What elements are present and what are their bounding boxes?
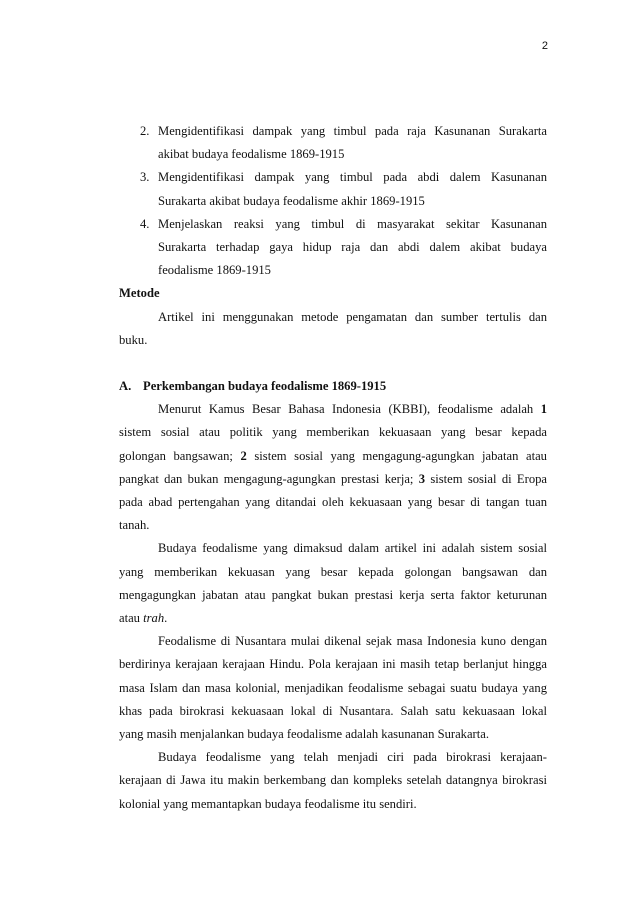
paragraph-line: mengagungkan jabatan atau pangkat bukan prestasi kerja serta faktor keturunan — [119, 587, 547, 602]
text-run: sistem sosial di Eropa — [430, 471, 548, 486]
objectives-list — [119, 120, 547, 282]
text-run: pangkat dan bukan mengagung-agungkan prestasi kerja; — [119, 471, 414, 486]
list-line: Mengidentifikasi dampak yang timbul pada raja Kasunanan Surakarta — [158, 124, 547, 138]
paragraph-line: khas pada birokrasi kekuasaan lokal di Nusantara. Salah satu kekuasaan lokal — [119, 703, 547, 718]
paragraph-line: kerajaan di Jawa itu makin berkembang dan kompleks setelah datangnya birokrasi — [119, 773, 547, 788]
paragraph-line — [119, 607, 547, 630]
list-item — [119, 166, 547, 212]
paragraph-line: Budaya feodalisme yang telah menjadi ciri pada birokrasi kerajaan- — [158, 750, 547, 765]
paragraph-line — [119, 398, 547, 421]
document-body — [119, 120, 547, 816]
list-line: Surakarta akibat budaya feodalisme akhir 1869-1915 — [158, 193, 425, 208]
italic-word: trah — [143, 611, 165, 626]
bold-number: 2 — [240, 448, 247, 463]
section-letter: A. — [119, 379, 132, 394]
paragraph-line: Budaya feodalisme yang dimaksud dalam artikel ini adalah sistem sosial — [158, 541, 547, 556]
paragraph-line: masa Islam dan masa kolonial, menjadikan feodalisme sebagai suatu budaya yang — [119, 680, 547, 695]
list-line: Menjelaskan reaksi yang timbul di masyarakat sekitar Kasunanan — [158, 216, 547, 231]
paragraph-line: pada abad pertengahan yang ditandai oleh kekuasaan yang besar di tangan tuan — [119, 495, 547, 510]
paragraph-line: yang memberikan kekuasan yang besar kepada golongan bangsawan dan — [119, 564, 547, 579]
list-line: Surakarta terhadap gaya hidup raja dan abdi dalem akibat budaya — [158, 240, 547, 255]
metode-line: Artikel ini menggunakan metode pengamatan dan sumber tertulis dan — [158, 309, 547, 324]
list-line: akibat budaya feodalisme 1869-1915 — [158, 147, 345, 162]
text-run: golongan bangsawan; — [119, 448, 233, 463]
text-run: Menurut Kamus Besar Bahasa Indonesia (KBBI), feodalisme adalah — [158, 402, 534, 417]
paragraph-line: tanah. — [119, 518, 150, 533]
list-line: feodalisme 1869-1915 — [158, 263, 271, 278]
paragraph-line: kolonial yang memantapkan budaya feodalisme itu sendiri. — [119, 796, 417, 811]
paragraph-line — [119, 468, 547, 491]
list-number: 2. — [140, 124, 150, 138]
section-a-heading — [119, 375, 547, 398]
text-run: sistem sosial yang mengagung-agungkan jabatan atau — [254, 448, 547, 463]
list-number: 4. — [140, 216, 150, 231]
list-item — [119, 120, 547, 166]
bold-number: 1 — [540, 402, 548, 417]
list-item — [119, 213, 547, 283]
section-title: Perkembangan budaya feodalisme 1869-1915 — [143, 379, 387, 394]
bold-number: 3 — [418, 471, 426, 486]
paragraph-line: berdirinya kerajaan kerajaan Hindu. Pola kerajaan ini masih tetap berlanjut hingga — [119, 657, 547, 672]
paragraph-line: yang masih menjalankan budaya feodalisme adalah kasunanan Surakarta. — [119, 727, 489, 742]
text-run: atau — [119, 611, 140, 626]
paragraph-line: sistem sosial atau politik yang memberikan kekuasaan yang besar kepada — [119, 425, 547, 440]
metode-heading: Metode — [119, 286, 160, 301]
section-spacer — [119, 352, 547, 375]
text-run: . — [164, 611, 168, 626]
paragraph-line: Feodalisme di Nusantara mulai dikenal sejak masa Indonesia kuno dengan — [158, 634, 547, 649]
list-number: 3. — [140, 170, 150, 185]
metode-line: buku. — [119, 332, 148, 347]
page-number: 2 — [541, 40, 548, 52]
paragraph-line — [119, 445, 547, 468]
list-line: Mengidentifikasi dampak yang timbul pada abdi dalem Kasunanan — [158, 170, 547, 185]
